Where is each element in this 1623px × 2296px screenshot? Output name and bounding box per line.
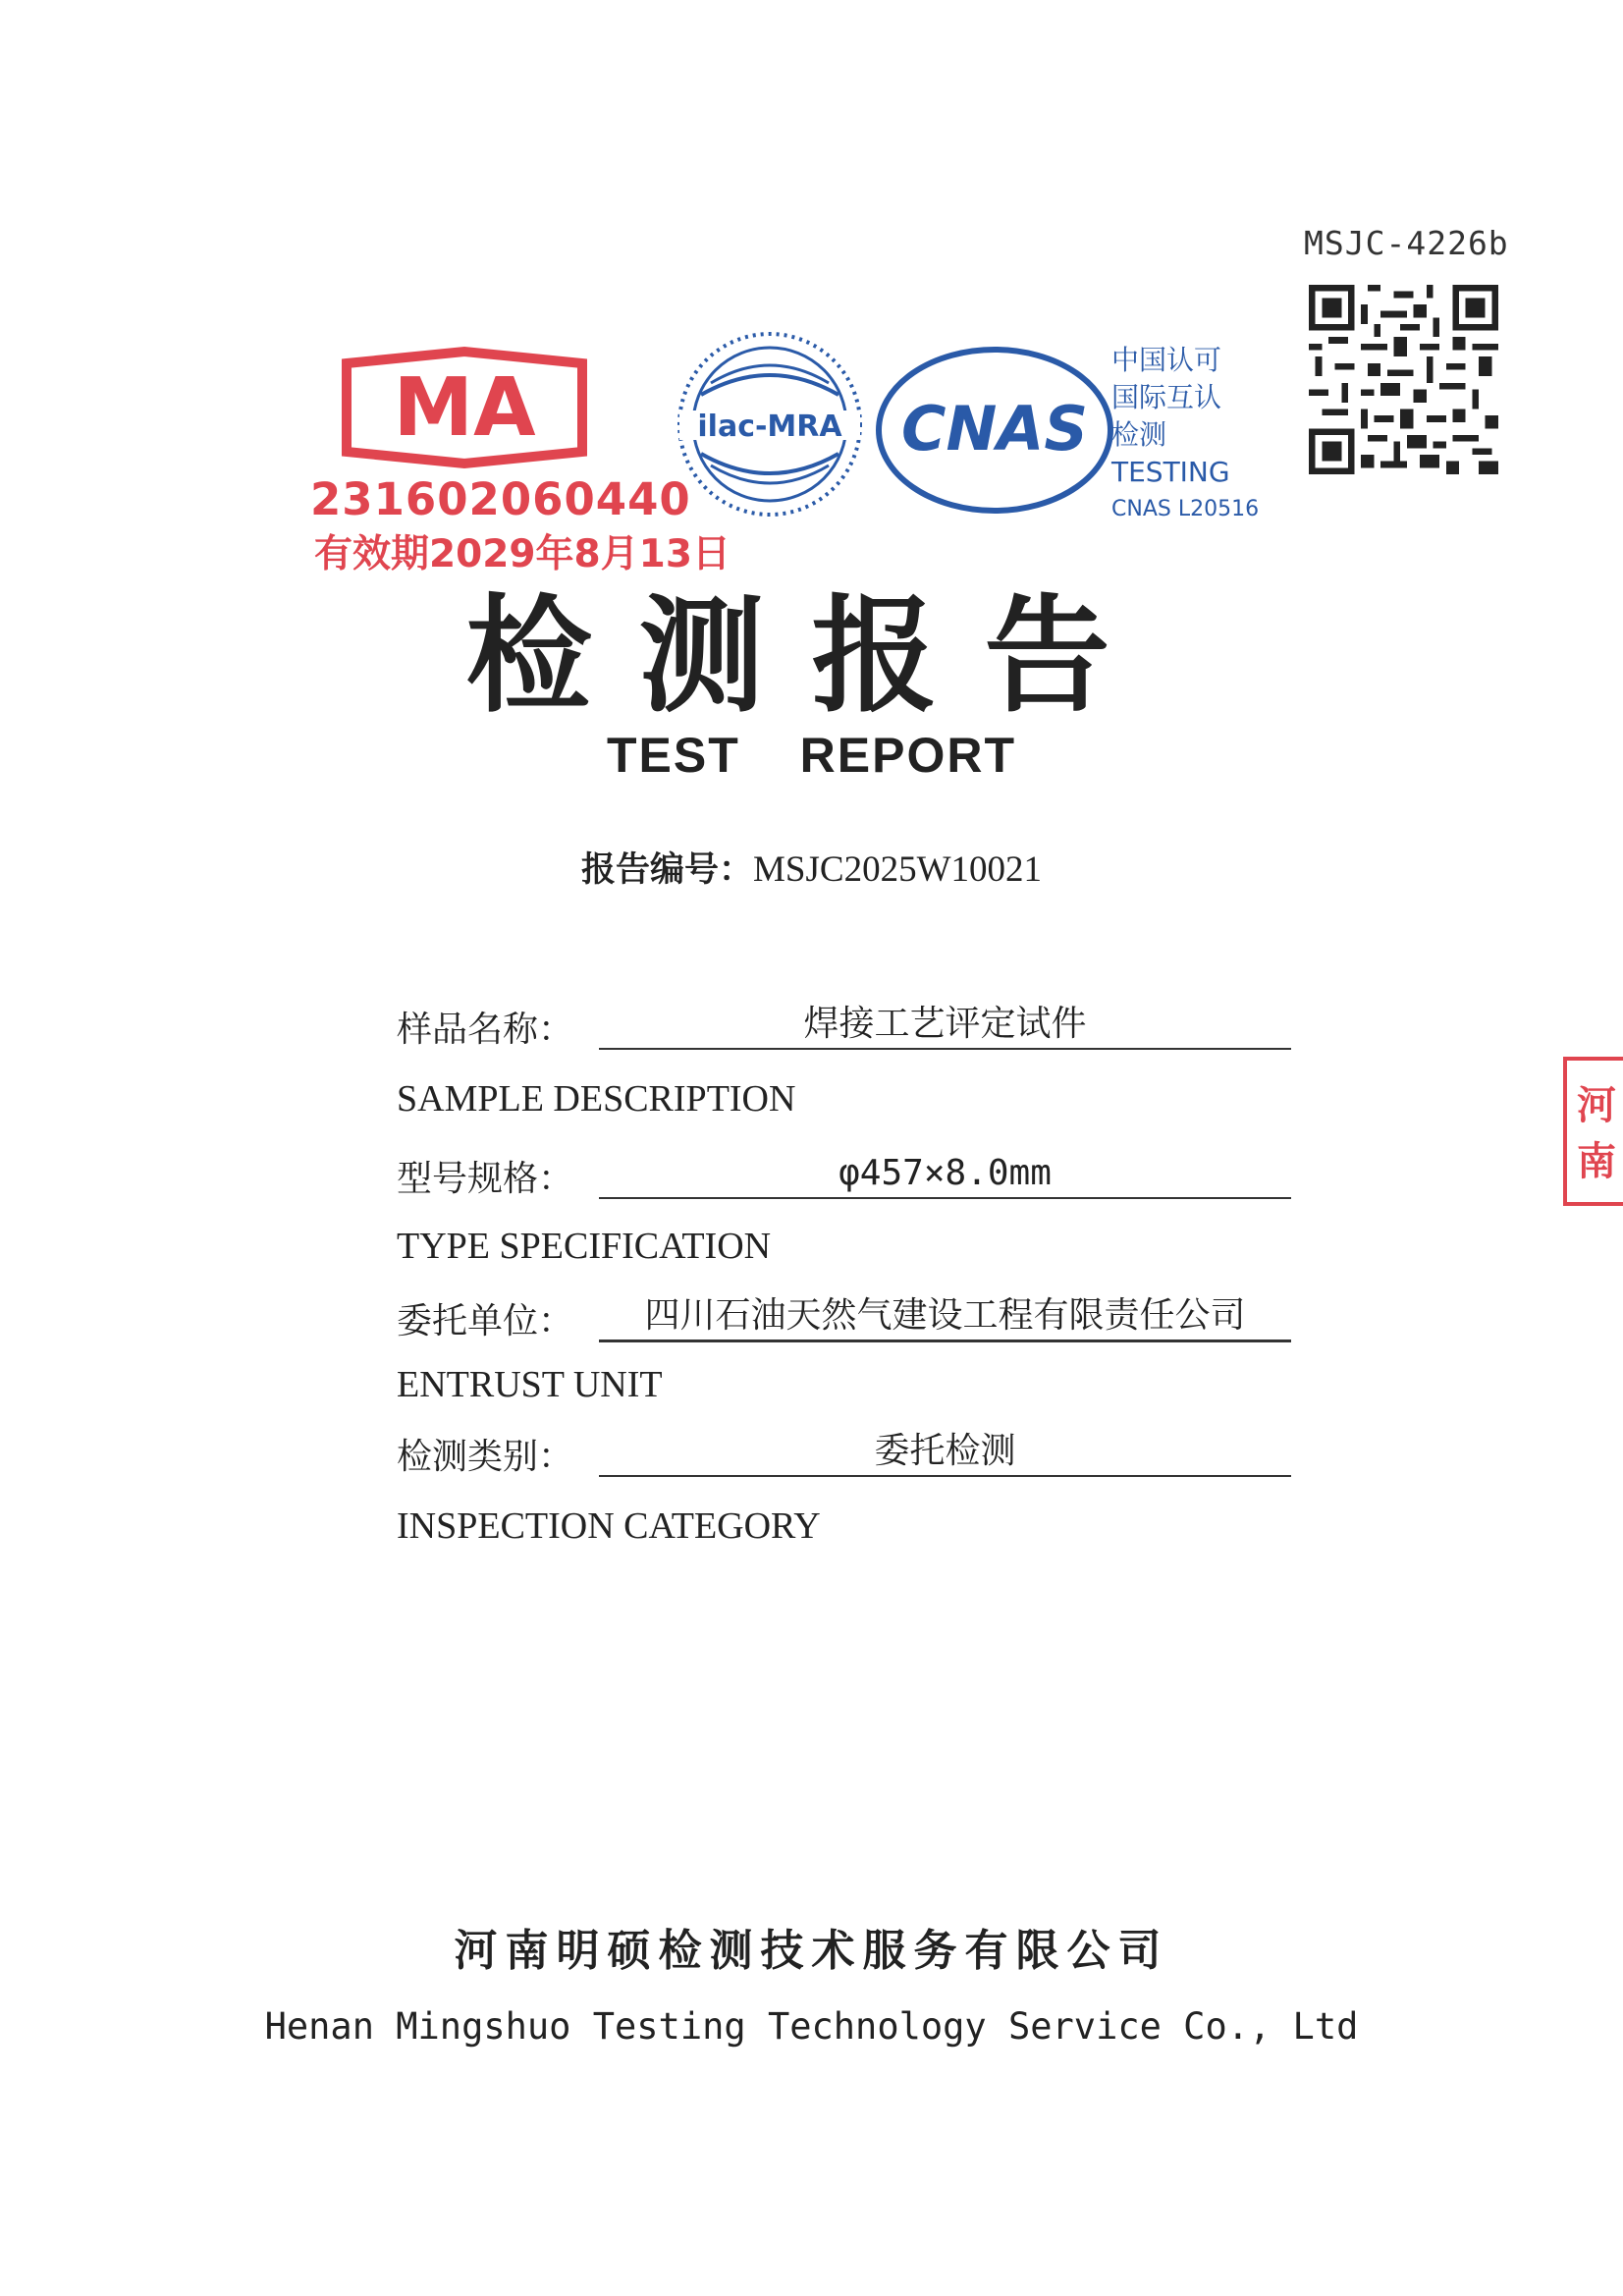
sample-name-label: 样品名称： [397, 1010, 574, 1050]
type-spec-value: φ457×8.0mm [599, 1150, 1291, 1199]
cnas-line-4: TESTING [1111, 456, 1230, 488]
report-title-cn: 检测报告 [465, 582, 1158, 730]
cnas-line-2: 国际互认 [1111, 381, 1222, 413]
side-seal-text: 河南 [1577, 1083, 1616, 1184]
ma-logo-text: MA [393, 361, 536, 455]
ilac-text: ilac-MRA [697, 410, 842, 444]
report-number-line [0, 843, 1623, 892]
report-number-label: 报告编号： [581, 850, 754, 890]
company-name-cn: 河南明硕检测技术服务有限公司 [454, 1926, 1169, 1976]
ma-number: 231602060440 [310, 473, 691, 525]
document-code: MSJC-4226b [1304, 224, 1509, 262]
side-seal-stamp [1563, 1057, 1623, 1206]
cnas-caption [1111, 342, 1259, 528]
ilac-mra-logo [672, 326, 868, 522]
inspection-category-en-label: INSPECTION CATEGORY [397, 1505, 821, 1547]
report-title-en: TEST REPORT [606, 728, 1017, 783]
ma-validity: 有效期2029年8月13日 [314, 532, 730, 576]
entrust-unit-en-label: ENTRUST UNIT [397, 1364, 663, 1405]
type-specification-label: TYPE SPECIFICATION [397, 1226, 772, 1267]
inspection-category-value: 委托检测 [599, 1428, 1291, 1477]
cnas-code: CNAS L20516 [1111, 497, 1260, 521]
entrust-unit-label: 委托单位： [397, 1301, 574, 1341]
qr-code [1309, 285, 1498, 474]
cnas-logo-text: CNAS [900, 393, 1089, 465]
ma-logo [337, 344, 592, 471]
cnas-logo [872, 344, 1117, 516]
report-number: MSJC2025W10021 [753, 849, 1042, 890]
company-name-en: Henan Mingshuo Testing Technology Service Co., Ltd [264, 2005, 1359, 2048]
type-spec-label: 型号规格： [397, 1159, 574, 1199]
inspection-category-label: 检测类别： [397, 1437, 574, 1477]
entrust-unit-value: 四川石油天然气建设工程有限责任公司 [599, 1292, 1291, 1342]
sample-description-label: SAMPLE DESCRIPTION [397, 1078, 796, 1120]
cnas-line-3: 检测 [1111, 418, 1167, 451]
sample-name-value: 焊接工艺评定试件 [599, 1001, 1291, 1050]
cnas-line-1: 中国认可 [1111, 344, 1222, 376]
